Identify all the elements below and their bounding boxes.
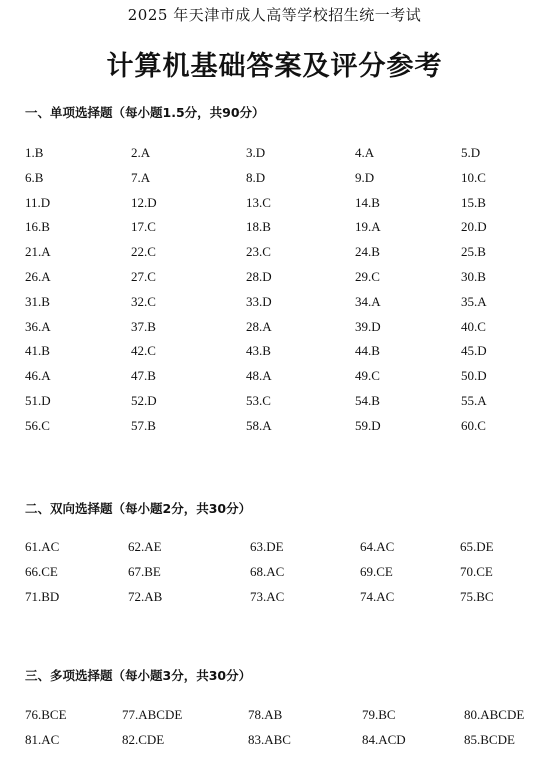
answer-row — [0, 319, 549, 343]
answer-cell: 8.D — [246, 169, 266, 185]
answer-row — [0, 393, 549, 417]
answer-cell: 78.AB — [248, 707, 283, 722]
answer-cell: 23.C — [246, 244, 271, 260]
answer-cell: 64.AC — [360, 539, 395, 554]
answer-cell: 42.C — [131, 343, 156, 359]
answer-cell: 48.A — [246, 368, 272, 384]
answer-cell: 14.B — [355, 194, 380, 210]
answer-cell: 33.D — [246, 293, 272, 309]
answer-cell: 63.DE — [250, 539, 284, 554]
answer-cell: 27.C — [131, 269, 156, 284]
answer-cell: 41.B — [25, 343, 50, 359]
answer-cell: 59.D — [355, 417, 381, 433]
answer-row — [0, 589, 549, 613]
answer-cell: 82.CDE — [122, 732, 165, 747]
answer-cell: 3.D — [246, 145, 266, 160]
answer-row — [0, 368, 549, 392]
answer-row — [0, 244, 549, 268]
section-heading: 一、单项选择题（每小题1.5分，共90分） — [25, 105, 265, 120]
answer-cell: 6.B — [25, 169, 44, 185]
answer-cell: 60.C — [461, 417, 486, 433]
answer-cell: 36.A — [25, 318, 51, 334]
answer-cell: 49.C — [355, 368, 380, 384]
answer-cell: 12.D — [131, 194, 157, 210]
answer-row — [0, 539, 549, 563]
answer-cell: 84.ACD — [362, 732, 406, 747]
answer-cell: 76.BCE — [25, 707, 67, 722]
answer-cell: 31.B — [25, 293, 50, 309]
answer-cell: 52.D — [131, 393, 157, 408]
answer-cell: 16.B — [25, 219, 50, 235]
answer-cell: 45.D — [461, 343, 487, 359]
answer-cell: 83.ABC — [248, 732, 291, 747]
answer-cell: 25.B — [461, 244, 486, 260]
answer-cell: 53.C — [246, 393, 271, 408]
document-title: 计算机基础答案及评分参考 — [106, 51, 443, 82]
answer-cell: 2.A — [131, 145, 151, 160]
answer-cell: 1.B — [25, 145, 44, 160]
answer-cell: 73.AC — [250, 589, 285, 605]
answer-cell: 20.D — [461, 219, 487, 235]
answer-row — [0, 219, 549, 243]
answer-cell: 17.C — [131, 219, 156, 235]
answer-cell: 43.B — [246, 343, 271, 359]
answer-cell: 39.D — [355, 318, 381, 334]
answer-cell: 22.C — [131, 244, 156, 260]
answer-cell: 57.B — [131, 417, 156, 433]
answer-cell: 71.BD — [25, 589, 60, 605]
answer-cell: 77.ABCDE — [122, 707, 183, 722]
answer-cell: 30.B — [461, 269, 486, 284]
answer-cell: 74.AC — [360, 589, 395, 605]
answer-cell: 5.D — [461, 145, 481, 160]
answer-cell: 47.B — [131, 368, 156, 384]
answer-cell: 68.AC — [250, 564, 285, 580]
answer-cell: 62.AE — [128, 539, 162, 554]
answer-cell: 54.B — [355, 393, 380, 408]
answer-cell: 85.BCDE — [464, 732, 515, 747]
answer-cell: 65.DE — [460, 539, 494, 554]
answer-row — [0, 145, 549, 169]
answer-cell: 15.B — [461, 194, 486, 210]
answer-cell: 56.C — [25, 417, 50, 433]
exam-header: 2025 年天津市成人高等学校招生统一考试 — [127, 6, 422, 24]
answer-row — [0, 294, 549, 318]
answer-cell: 10.C — [461, 169, 486, 185]
answer-cell: 80.ABCDE — [464, 707, 525, 722]
answer-row — [0, 564, 549, 588]
answer-cell: 9.D — [355, 169, 375, 185]
answer-cell: 21.A — [25, 244, 51, 260]
answer-cell: 50.D — [461, 368, 487, 384]
answer-cell: 51.D — [25, 393, 51, 408]
answer-row — [0, 418, 549, 442]
answer-cell: 66.CE — [25, 564, 58, 580]
answer-cell: 11.D — [25, 194, 51, 210]
answer-row — [0, 269, 549, 293]
answer-cell: 75.BC — [460, 589, 494, 605]
answer-cell: 4.A — [355, 145, 375, 160]
answer-cell: 7.A — [131, 169, 151, 185]
answer-cell: 34.A — [355, 293, 381, 309]
answer-cell: 35.A — [461, 293, 487, 309]
answer-cell: 19.A — [355, 219, 381, 235]
answer-row — [0, 170, 549, 194]
answer-cell: 26.A — [25, 269, 51, 284]
answer-cell: 37.B — [131, 318, 156, 334]
section-heading: 二、双向选择题（每小题2分，共30分） — [25, 501, 252, 516]
answer-cell: 79.BC — [362, 707, 396, 722]
answer-cell: 13.C — [246, 194, 271, 210]
answer-cell: 29.C — [355, 269, 380, 284]
answer-cell: 58.A — [246, 417, 272, 433]
answer-cell: 61.AC — [25, 539, 60, 554]
answer-cell: 69.CE — [360, 564, 393, 580]
answer-row — [0, 732, 549, 756]
answer-row — [0, 195, 549, 219]
section-heading: 三、多项选择题（每小题3分，共30分） — [25, 668, 252, 683]
answer-cell: 70.CE — [460, 564, 493, 580]
answer-cell: 72.AB — [128, 589, 163, 605]
answer-cell: 32.C — [131, 293, 156, 309]
answer-cell: 18.B — [246, 219, 271, 235]
answer-cell: 44.B — [355, 343, 380, 359]
answer-cell: 46.A — [25, 368, 51, 384]
answer-cell: 55.A — [461, 393, 487, 408]
answer-cell: 40.C — [461, 318, 486, 334]
answer-cell: 28.D — [246, 269, 272, 284]
answer-cell: 24.B — [355, 244, 380, 260]
answer-row — [0, 343, 549, 367]
answer-cell: 67.BE — [128, 564, 161, 580]
answer-cell: 81.AC — [25, 732, 60, 747]
answer-cell: 28.A — [246, 318, 272, 334]
answer-row — [0, 707, 549, 731]
